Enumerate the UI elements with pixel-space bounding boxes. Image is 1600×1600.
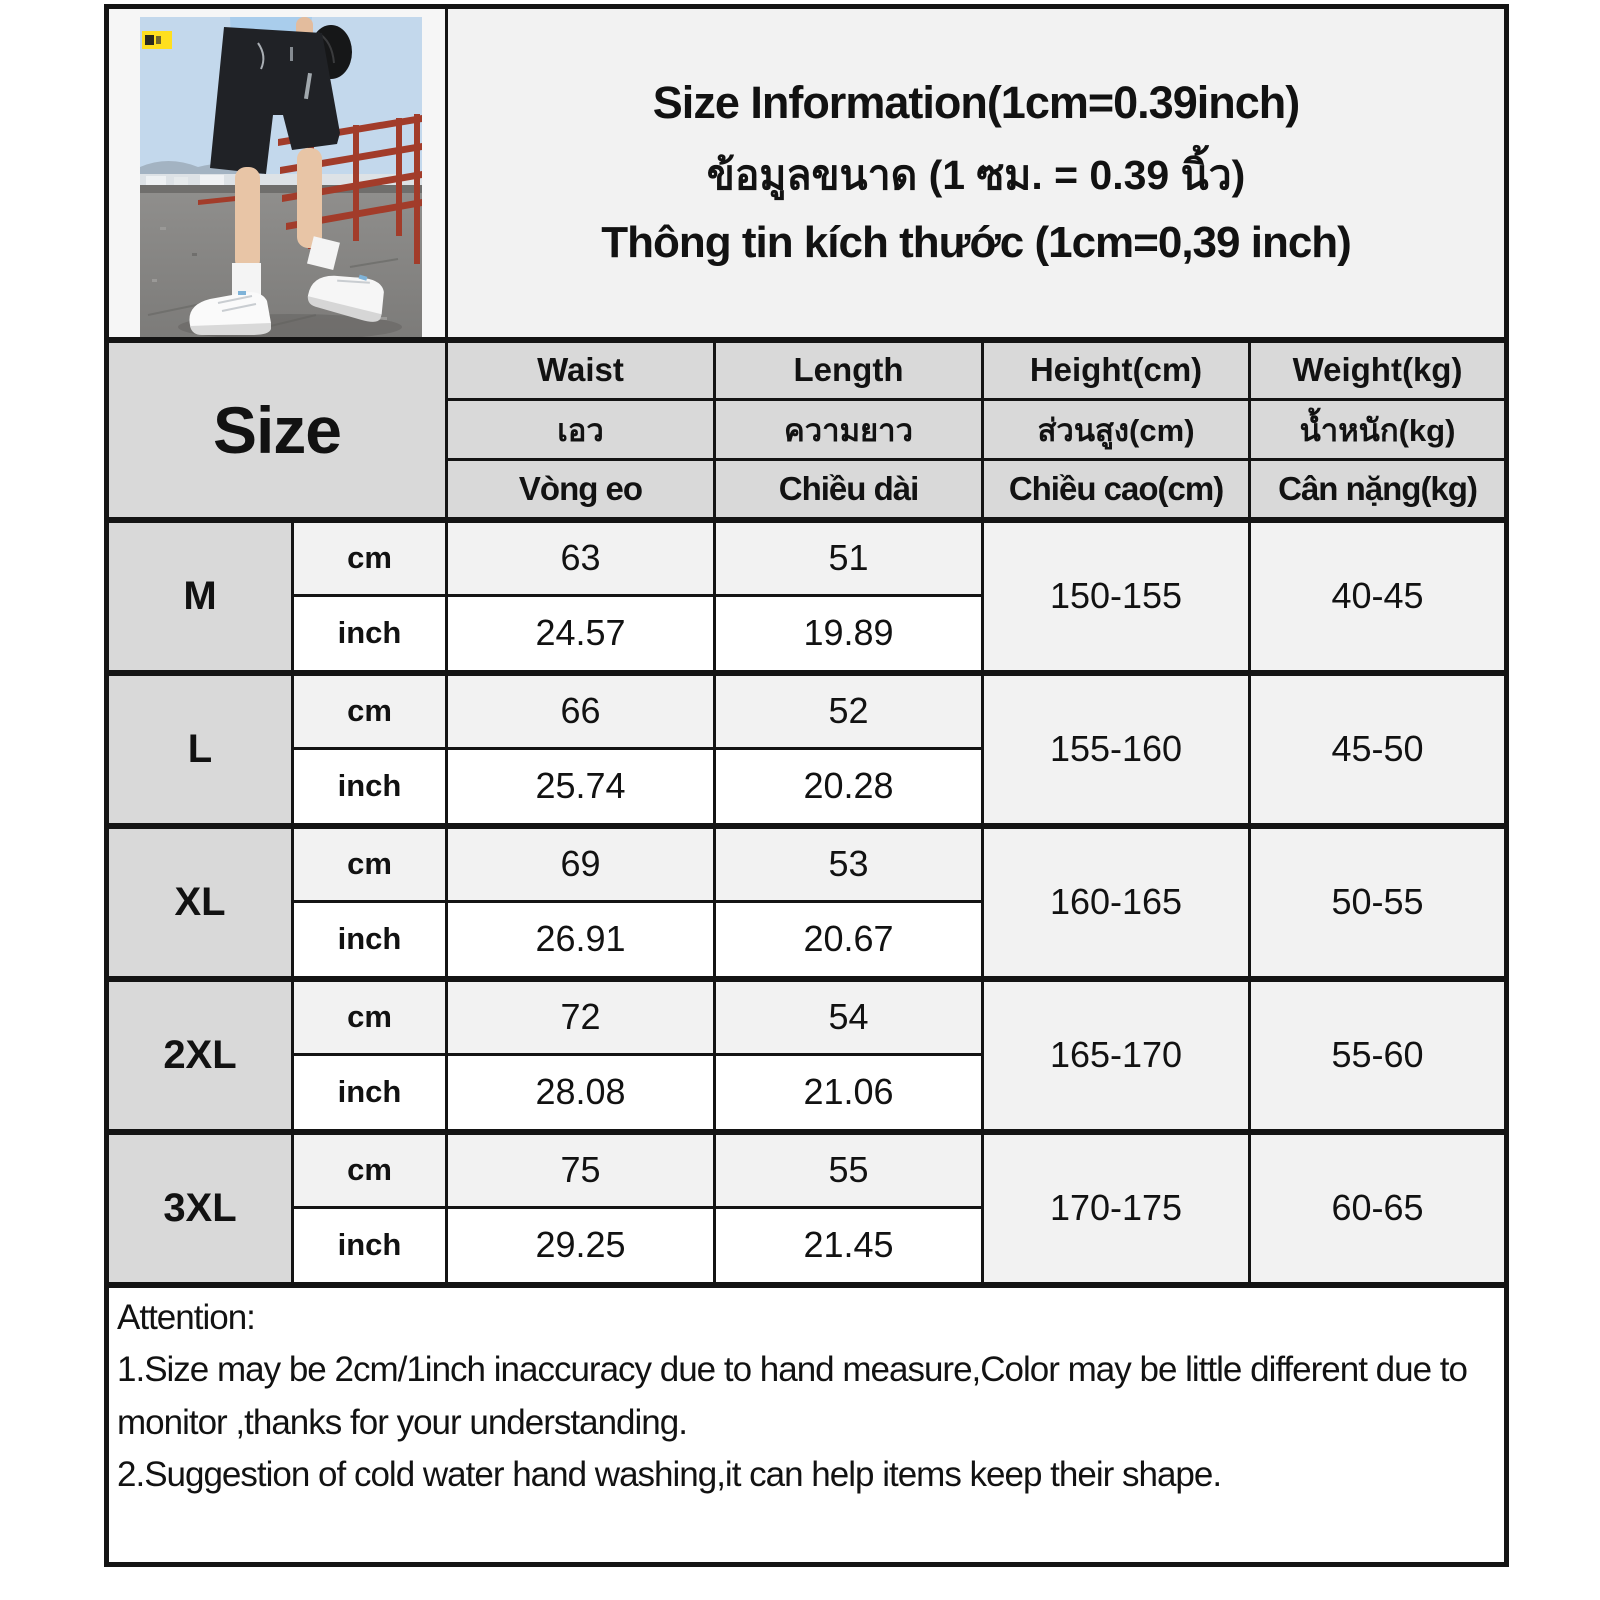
col-header-height-en: Height(cm) (983, 340, 1250, 400)
size-label: XL (107, 826, 293, 979)
length-inch-value: 21.06 (715, 1055, 983, 1132)
waist-cm-value: 66 (447, 673, 715, 749)
unit-label-cm: cm (293, 1132, 447, 1208)
length-cm-value: 55 (715, 1132, 983, 1208)
product-photo (107, 7, 447, 340)
unit-label-inch: inch (293, 902, 447, 979)
title-block (447, 7, 1507, 340)
title-vietnamese: Thông tin kích thước (1cm=0,39 inch) (601, 218, 1351, 268)
col-header-height-vi: Chiều cao(cm) (983, 460, 1250, 520)
length-inch-value: 19.89 (715, 596, 983, 673)
product-photo-illustration (140, 17, 422, 339)
col-header-waist-en: Waist (447, 340, 715, 400)
size-label: L (107, 673, 293, 826)
roof-edge (140, 185, 422, 194)
col-header-height-th: ส่วนสูง(cm) (983, 400, 1250, 460)
waist-cm-value: 69 (447, 826, 715, 902)
length-cm-value: 52 (715, 673, 983, 749)
col-header-length-th: ความยาว (715, 400, 983, 460)
height-range: 165-170 (983, 979, 1250, 1132)
size-chart-table (104, 4, 1509, 1567)
col-header-waist-vi: Vòng eo (447, 460, 715, 520)
title-thai: ข้อมูลขนาด (1 ซม. = 0.39 นิ้ว) (706, 152, 1246, 199)
unit-label-inch: inch (293, 1055, 447, 1132)
waist-inch-value: 29.25 (447, 1208, 715, 1285)
brand-tag (142, 31, 172, 49)
weight-range: 40-45 (1250, 520, 1507, 673)
unit-label-cm: cm (293, 520, 447, 596)
unit-label-inch: inch (293, 596, 447, 673)
product-photo-scene (140, 17, 422, 339)
attention-note (107, 1285, 1507, 1565)
waist-cm-value: 75 (447, 1132, 715, 1208)
unit-label-inch: inch (293, 749, 447, 826)
waist-inch-value: 26.91 (447, 902, 715, 979)
unit-label-cm: cm (293, 979, 447, 1055)
weight-range: 60-65 (1250, 1132, 1507, 1285)
left-leg (235, 167, 260, 271)
right-leg (297, 148, 322, 248)
attention-heading: Attention: (117, 1297, 255, 1337)
attention-item-2: 2.Suggestion of cold water hand washing,it can help items keep their shape. (117, 1455, 1222, 1494)
col-header-waist-th: เอว (447, 400, 715, 460)
height-range: 170-175 (983, 1132, 1250, 1285)
col-header-weight-th: น้ำหนัก(kg) (1250, 400, 1507, 460)
weight-range: 45-50 (1250, 673, 1507, 826)
unit-label-cm: cm (293, 826, 447, 902)
length-cm-value: 53 (715, 826, 983, 902)
waist-inch-value: 28.08 (447, 1055, 715, 1132)
size-label: 3XL (107, 1132, 293, 1285)
size-label: M (107, 520, 293, 673)
size-column-header: Size (107, 340, 447, 520)
length-cm-value: 51 (715, 520, 983, 596)
col-header-weight-vi: Cân nặng(kg) (1250, 460, 1507, 520)
length-inch-value: 20.28 (715, 749, 983, 826)
height-range: 155-160 (983, 673, 1250, 826)
weight-range: 55-60 (1250, 979, 1507, 1132)
title-english: Size Information(1cm=0.39inch) (652, 77, 1300, 129)
unit-label-inch: inch (293, 1208, 447, 1285)
col-header-weight-en: Weight(kg) (1250, 340, 1507, 400)
waist-cm-value: 72 (447, 979, 715, 1055)
unit-label-cm: cm (293, 673, 447, 749)
waist-cm-value: 63 (447, 520, 715, 596)
length-cm-value: 54 (715, 979, 983, 1055)
length-inch-value: 20.67 (715, 902, 983, 979)
left-sock (232, 263, 261, 295)
waist-inch-value: 25.74 (447, 749, 715, 826)
weight-range: 50-55 (1250, 826, 1507, 979)
size-label: 2XL (107, 979, 293, 1132)
height-range: 150-155 (983, 520, 1250, 673)
attention-item-1: 1.Size may be 2cm/1inch inaccuracy due to hand measure,Color may be little different due to monitor ,thanks for your understanding. (117, 1350, 1467, 1442)
height-range: 160-165 (983, 826, 1250, 979)
waist-inch-value: 24.57 (447, 596, 715, 673)
col-header-length-vi: Chiều dài (715, 460, 983, 520)
col-header-length-en: Length (715, 340, 983, 400)
length-inch-value: 21.45 (715, 1208, 983, 1285)
